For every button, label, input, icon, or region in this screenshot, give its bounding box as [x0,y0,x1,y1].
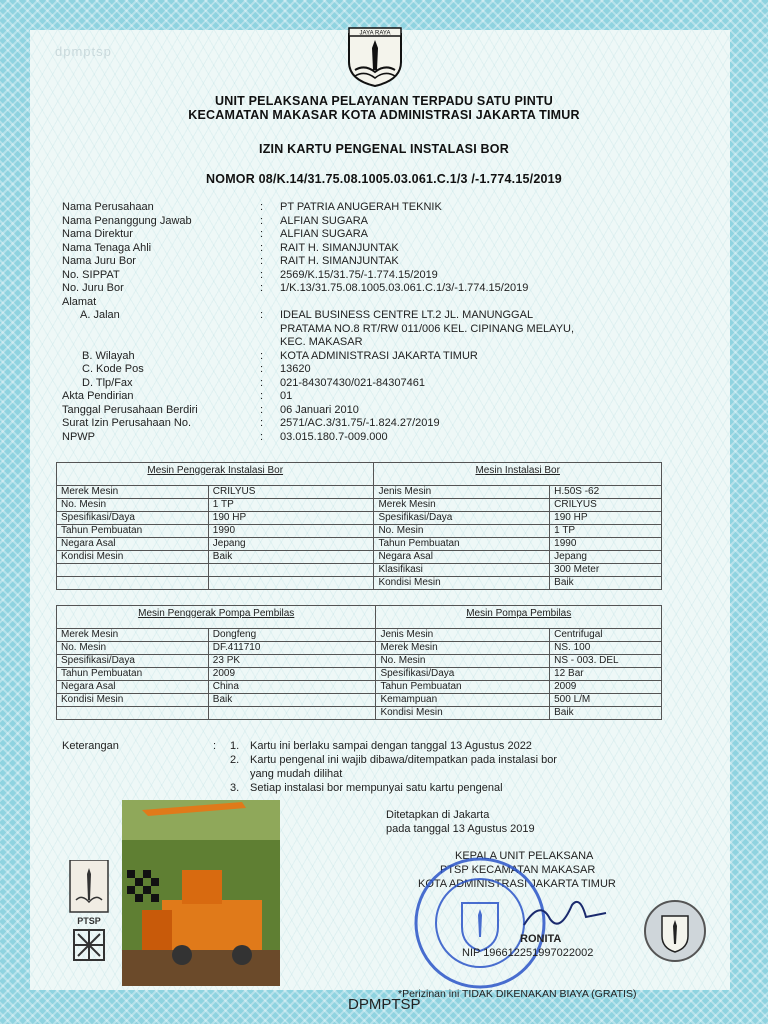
table-cell: 1 TP [208,499,374,512]
free-of-charge-note: *Perizinan ini TIDAK DIKENAKAN BIAYA (GRATIS) [398,988,637,1000]
table-cell: NS - 003. DEL [550,655,662,668]
document-title: IZIN KARTU PENGENAL INSTALASI BOR [259,142,509,156]
table-row [57,499,662,512]
field-label: Surat Izin Perusahaan No. [62,417,192,429]
table-cell: CRILYUS [550,499,662,512]
field-value: 2569/K.15/31.75/-1.774.15/2019 [280,268,438,281]
field-label: B. Wilayah [82,349,135,362]
keterangan-number: 2. [230,754,240,766]
table-cell: 500 L/M [550,694,662,707]
table-cell: Merek Mesin [57,629,209,642]
field-separator: : [260,201,264,213]
table-cell: 190 HP [550,512,662,525]
signature-scribble [520,895,610,935]
signatory-title-1: KEPALA UNIT PELAKSANA [455,850,594,862]
table-cell: Jepang [208,538,374,551]
table-cell [208,577,374,590]
table-cell: Tahun Pembuatan [374,538,550,551]
table-row [57,681,662,694]
drilling-machine-table [56,462,662,590]
field-label: NPWP [62,430,95,443]
field-separator: : [260,228,264,240]
field-label: C. Kode Pos [82,363,144,375]
field-label: A. Jalan [80,309,120,321]
table-row [57,577,662,590]
table-cell: Jepang [550,551,662,564]
table-cell: Merek Mesin [376,642,550,655]
table-row [57,642,662,655]
table-cell: Centrifugal [550,629,662,642]
table-cell: No. Mesin [376,655,550,668]
table-cell [57,577,209,590]
table-cell: 12 Bar [550,668,662,681]
table-row [57,707,662,720]
table-cell: Baik [208,694,376,707]
field-value: ALFIAN SUGARA [280,214,369,227]
keterangan-sep: : [213,740,217,752]
signature-place: Ditetapkan di Jakarta [386,809,490,821]
field-separator: : [260,255,264,267]
top-watermark: dpmptsp [55,44,112,59]
field-separator: : [260,390,264,402]
table2-right-title: Mesin Pompa Pembilas [376,606,662,629]
field-value: PT PATRIA ANUGERAH TEKNIK [280,201,442,213]
field-value: KOTA ADMINISTRASI JAKARTA TIMUR [280,349,478,362]
table-cell: Kemampuan [376,694,550,707]
signatory-name: RONITA [520,933,562,945]
dpmptsp-stamp-text: DPMPTSP [348,996,421,1013]
table-row [57,629,662,642]
table-cell: Dongfeng [208,629,376,642]
keterangan-number: 3. [230,782,240,794]
table-cell: 1990 [208,525,374,538]
table-cell: Spesifikasi/Daya [57,655,209,668]
field-separator: : [260,363,264,375]
document-number: NOMOR 08/K.14/31.75.08.1005.03.061.C.1/3 /-1.774.15/2019 [206,172,562,186]
field-label: No. Juru Bor [62,282,124,294]
table-cell [208,707,376,720]
field-separator: : [260,417,264,429]
field-label: Akta Pendirian [62,390,134,402]
field-value: 1/K.13/31.75.08.1005.03.061.C.1/3/-1.774.15/2019 [280,282,529,294]
table-cell: NS. 100 [550,642,662,655]
table-cell: 1 TP [550,525,662,538]
field-value: 13620 [280,363,311,375]
table1-left-title: Mesin Penggerak Instalasi Bor [57,463,374,486]
keterangan-number: 1. [230,740,240,752]
keterangan-item: Kartu pengenal ini wajib dibawa/ditempatkan pada instalasi bor [250,754,557,766]
keterangan-item: Setiap instalasi bor mempunyai satu kartu pengenal [250,782,503,794]
field-value: 01 [280,390,293,402]
field-separator: : [260,282,264,294]
signatory-title-3: KOTA ADMINISTRASI JAKARTA TIMUR [418,878,616,890]
flushing-pump-table [56,605,662,720]
keterangan-label: Keterangan [62,740,119,752]
table-cell: Klasifikasi [374,564,550,577]
field-label: Nama Tenaga Ahli [62,241,152,254]
table-cell: Kondisi Mesin [57,551,209,564]
table-cell: No. Mesin [57,499,209,512]
table-cell: Negara Asal [57,681,209,694]
signatory-nip: NIP 196612251997022002 [462,947,594,959]
ptsp-logo-icon [68,860,110,972]
table-cell: Kondisi Mesin [374,577,550,590]
table-cell: Tahun Pembuatan [376,681,550,694]
table-cell: Merek Mesin [374,499,550,512]
table-cell: CRILYUS [208,486,374,499]
emblem-seal-icon [640,898,710,964]
table-cell: 2009 [550,681,662,694]
field-value: 021-84307430/021-84307461 [280,376,425,389]
table-row [57,551,662,564]
field-separator: : [260,268,264,281]
table-row [57,564,662,577]
field-value: 03.015.180.7-009.000 [280,430,388,443]
table-cell: Baik [550,577,662,590]
table-cell: 1990 [550,538,662,551]
field-value: KEC. MAKASAR [280,336,363,348]
table-cell: Tahun Pembuatan [57,525,209,538]
table1-right-title: Mesin Instalasi Bor [374,463,662,486]
table-cell: China [208,681,376,694]
table-cell: Negara Asal [57,538,209,551]
field-label: Tanggal Perusahaan Berdiri [62,403,198,416]
org-line-1: UNIT PELAKSANA PELAYANAN TERPADU SATU PINTU [214,94,554,108]
table-cell: Baik [550,707,662,720]
field-label: Nama Penanggung Jawab [62,214,192,227]
table-cell: Merek Mesin [57,486,209,499]
field-separator: : [260,214,264,227]
field-label: D. Tlp/Fax [82,376,133,389]
table-cell [208,564,374,577]
table-cell: 23 PK [208,655,376,668]
field-separator: : [260,376,264,389]
signature-date: pada tanggal 13 Agustus 2019 [386,823,535,835]
table-row [57,525,662,538]
table-cell: Kondisi Mesin [376,707,550,720]
table-cell: Jenis Mesin [376,629,550,642]
table-cell: Negara Asal [374,551,550,564]
field-label: Nama Perusahaan [62,201,154,213]
field-separator: : [260,309,264,321]
drilling-rig-photo [122,800,280,986]
table-cell: Spesifikasi/Daya [376,668,550,681]
field-label: No. SIPPAT [62,268,120,281]
field-label: Nama Direktur [62,228,133,240]
table-row [57,655,662,668]
table-cell: DF.411710 [208,642,376,655]
table-cell: Baik [208,551,374,564]
keterangan-item: Kartu ini berlaku sampai dengan tanggal 13 Agustus 2022 [250,740,532,752]
table-cell: Kondisi Mesin [57,694,209,707]
keterangan-item: yang mudah dilihat [250,768,343,780]
table-row [57,694,662,707]
table-row [57,668,662,681]
table-cell [57,707,209,720]
field-value: 2571/AC.3/31.75/-1.824.27/2019 [280,417,440,429]
field-value: IDEAL BUSINESS CENTRE LT.2 JL. MANUNGGAL [280,309,534,321]
field-separator: : [260,349,264,362]
field-value: RAIT H. SIMANJUNTAK [280,255,399,267]
left-logo-caption: PTSP [77,916,101,926]
field-separator: : [260,241,264,254]
table-cell [57,564,209,577]
table-cell: Spesifikasi/Daya [374,512,550,525]
field-value: PRATAMA NO.8 RT/RW 011/006 KEL. CIPINANG MELAYU, [280,322,575,335]
table-cell: 190 HP [208,512,374,525]
table-cell: Spesifikasi/Daya [57,512,209,525]
signatory-title-2: PTSP KECAMATAN MAKASAR [440,864,596,876]
jakarta-crest-icon [343,26,407,88]
table-cell: 2009 [208,668,376,681]
field-label: Alamat [62,295,97,308]
org-line-2: KECAMATAN MAKASAR KOTA ADMINISTRASI JAKARTA TIMUR [188,108,580,122]
field-value: RAIT H. SIMANJUNTAK [280,241,399,254]
field-separator: : [260,403,264,416]
table-cell: No. Mesin [57,642,209,655]
table-row [57,512,662,525]
field-separator: : [260,430,264,443]
table-row [57,486,662,499]
table-cell: H.50S -62 [550,486,662,499]
table-cell: 300 Meter [550,564,662,577]
table-cell: Jenis Mesin [374,486,550,499]
field-value: 06 Januari 2010 [280,403,359,416]
table-row [57,538,662,551]
crest-caption: JAYA RAYA [359,30,391,37]
field-label: Nama Juru Bor [62,255,136,267]
table-cell: No. Mesin [374,525,550,538]
table-cell: Tahun Pembuatan [57,668,209,681]
field-value: ALFIAN SUGARA [280,228,369,240]
table2-left-title: Mesin Penggerak Pompa Pembilas [57,606,376,629]
